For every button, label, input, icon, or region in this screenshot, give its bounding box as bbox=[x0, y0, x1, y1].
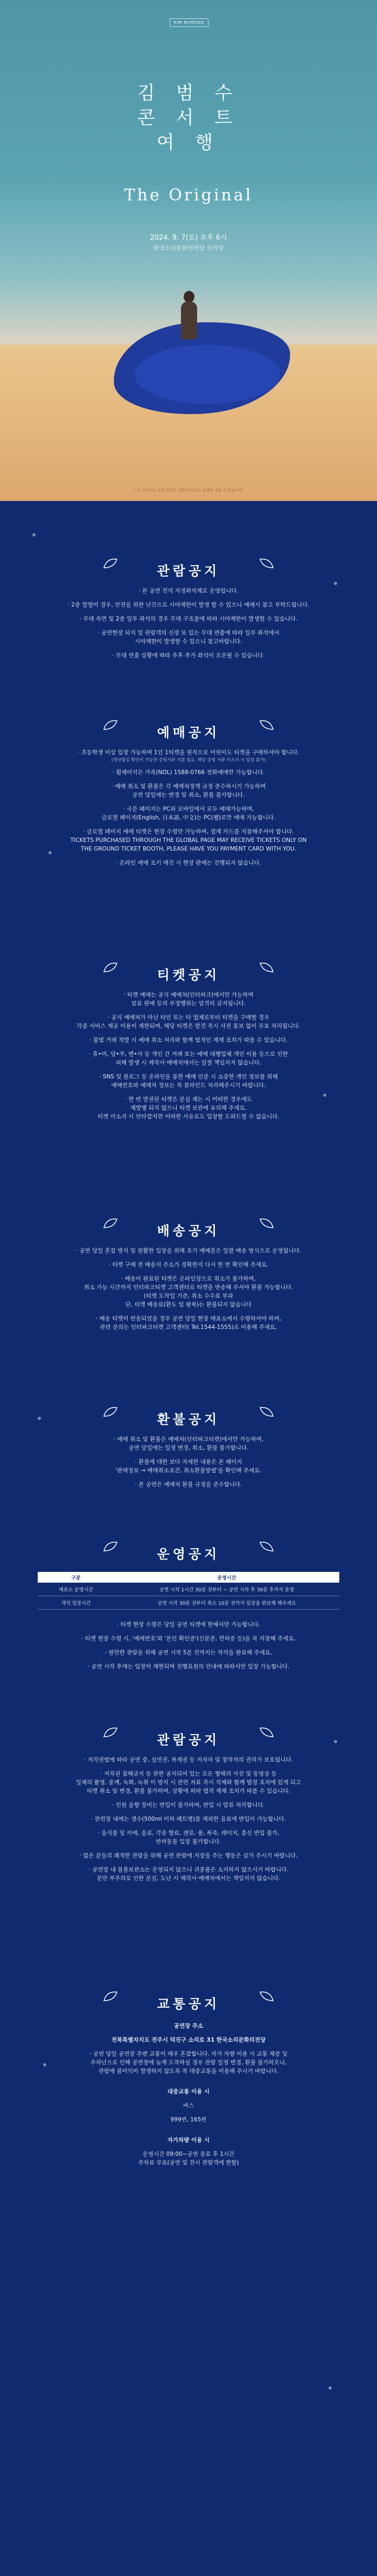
notice-line: · 티켓 예매는 공식 예매처(인터파크)에서만 가능하며 bbox=[123, 992, 254, 998]
notice-line: '판매정보 → 예매취소조건, 취소환불방법'을 확인해 주세요. bbox=[115, 1467, 262, 1474]
notice-line: TICKETS PURCHASED THROUGH THE GLOBAL PAGE MAY RECEIVE TICKETS ONLY ON bbox=[70, 837, 307, 844]
bus-label: 버스 bbox=[183, 2102, 194, 2109]
hero-title bbox=[0, 81, 377, 155]
car-fee: 주차료 무료(공연 및 전시 관람객에 한함) bbox=[138, 2160, 239, 2166]
section-title: 관람공지 bbox=[157, 1732, 220, 1747]
notice-line: 공연 당일에는 변경 및 취소, 환불 불가합니다. bbox=[132, 792, 245, 798]
notice-line: · 한 번 발권된 티켓은 분실 재는 시 어떠한 경우에도 bbox=[124, 1096, 253, 1103]
leaf-icon bbox=[102, 1540, 118, 1553]
section-title: 운영공지 bbox=[157, 1546, 220, 1562]
hero-title-line: 콘 서 트 bbox=[137, 107, 240, 129]
notice-line: 시야제한이 발생할 수 있으니 참고바랍니다. bbox=[135, 638, 242, 645]
notice-line: 글로벌 페이지(English, 日本語, 中文)는 PC(웹)로만 예매 가능합니다. bbox=[101, 814, 276, 821]
leaf-icon bbox=[259, 1540, 275, 1553]
notice-line: 재발행 되지 않으니 티켓 보관에 유의해 주세요. bbox=[130, 1105, 247, 1111]
notice-line: 피해 발생 시 제작사·예매처에서는 일절 책임지지 않습니다. bbox=[115, 1060, 262, 1066]
notice-subline: (생년월일 확인이 가능한 증빙서류 지참 필요. 해당 증빙 서류 미소지 시 입장 불가) bbox=[111, 757, 266, 762]
hero-venue: 한국소리문화의전당 모악당 bbox=[153, 245, 224, 252]
notice-line: · 공연 당일 공연장 주변 교통이 매우 혼잡합니다. 자가 차량 이용 시 교통 체증 및 bbox=[89, 2051, 288, 2057]
section-title: 예매공지 bbox=[157, 725, 220, 740]
notice-line: · 많은 분들의 쾌적한 관람을 위해 공연 관람에 지장을 주는 행동은 삼가 주시기 바랍니다. bbox=[79, 1853, 298, 1859]
notice-line: · 휴•미, 당•쿠, 벤•사 등 개인 간 거래 또는 예매 대행업체 개인 이용 등으로 인한 bbox=[89, 1051, 288, 1057]
notice-line: 분만 부주의로 인한 분실, 도난 시 제작사·예매처에서는 책임지지 않습니다. bbox=[96, 1875, 281, 1882]
notice-line: · 공연장 내 불볼보관소는 운영되지 않으니 귀중품은 소지하지 않으시기 바랍니다. bbox=[88, 1867, 289, 1873]
section-operation bbox=[0, 1543, 377, 1671]
leaf-icon bbox=[102, 1217, 118, 1230]
brand-logo: KIM BUMSOO bbox=[170, 18, 208, 27]
notice-line: · 티켓 현장 수령 시, '예매번호'와 '본인 확인증'(신분증, 면허증 등)을 꼭 지참해 주세요. bbox=[81, 1635, 296, 1642]
notice-line: · 저작권법에 따라 공연 중, 실연권, 복제권 등 저자자 및 창작자의 권리가 보호됩니다. bbox=[83, 1757, 294, 1763]
notice-line: 관련 문의는 인터파크티켓 고객센터( Tel.1544-1555)로 이용해 주세요. bbox=[100, 1324, 277, 1331]
notice-line: 단, 티켓 배송료(환도 및 왕복)는 환불되지 않습니다 bbox=[125, 1301, 252, 1308]
notice-line: · 국문 페이지는 PC와 모바일에서 모두 예매가능하며, bbox=[123, 806, 254, 812]
table-row bbox=[38, 1583, 339, 1596]
leaf-icon bbox=[259, 961, 275, 974]
section-booking bbox=[0, 722, 377, 867]
section-performance bbox=[0, 560, 377, 660]
notice-line: 티켓 미소지 시 안타깝지만 어떠한 사유로도 입장할 도와드릴 수 없습니다. bbox=[97, 1113, 280, 1120]
notice-line: 각종 서비스 제공 이용이 제한되며, 해당 티켓은 발견 즉시 사전 통보 없이 무효 처리됩니다. bbox=[76, 1023, 301, 1029]
table-header-row bbox=[38, 1572, 339, 1583]
hero-banner bbox=[0, 0, 377, 501]
table-cell: 매표소 운영시간 bbox=[38, 1583, 114, 1596]
leaf-icon bbox=[259, 1990, 275, 2003]
notice-line: · 티켓 구매 전 배송지 주소가 정확한지 다시 한 번 확인해 주세요. bbox=[108, 1262, 269, 1268]
notice-line: · 휠체어석은 가족(NOL) 1588-0766 전화예매만 가능합니다. bbox=[112, 769, 265, 776]
schedule-table bbox=[38, 1572, 339, 1610]
star-icon bbox=[329, 2386, 332, 2390]
notice-line: · 배송 티켓이 반송되었을 경우 공연 당일 현장 매표소에서 수령하셔야 하며, bbox=[95, 1315, 282, 1322]
notice-line: · 본 공연 전석 지정좌석제로 운영됩니다. bbox=[138, 588, 239, 594]
notice-line: 암표 판매 등의 부정행위는 엄격히 금지됩니다. bbox=[131, 1000, 246, 1007]
leaf-icon bbox=[102, 557, 118, 570]
notice-line: 공연 당일에는 일정 변경, 취소, 환불 불가합니다. bbox=[128, 1445, 249, 1451]
section-viewing bbox=[0, 1729, 377, 1883]
table-cell: 공연 시작 30분 전부터 취소 10분 전까지 입장을 완료해 해주세요 bbox=[114, 1596, 339, 1610]
notice-line: · 공연현장 되지 및 관람객의 신장 또 있는 무대 연출에 따라 일부 좌석에서 bbox=[97, 630, 280, 636]
notice-line: · 공식 예매처가 아닌 타인 또는 타 업체로부터 티켓을 구매할 경우 bbox=[107, 1014, 270, 1021]
notice-line: · 티켓 현장 수령은 당일 공연 티켓에 한해서만 가능합니다. bbox=[116, 1621, 261, 1628]
section-refund bbox=[0, 1409, 377, 1489]
notice-line: · 관련장 내에는 생수(500ml 이하 페트병)를 제외한 음료에 반입이 가능합니다. bbox=[90, 1816, 287, 1822]
car-label: 자가차량 이용 시 bbox=[167, 2137, 210, 2143]
section-transport bbox=[0, 1993, 377, 2167]
notice-line: 예매번호와 예매자 정보는 꼭 블라인드 처리해주시기 바랍니다. bbox=[111, 1082, 266, 1089]
hero-title-line: 김 범 수 bbox=[137, 82, 240, 104]
notice-line: 주차난으로 인해 공연장에 늦게 도착하실 경우 관람 일정 변경, 환불 불가하오니, bbox=[90, 2059, 287, 2066]
notice-line: · 공연 당일 혼잡 방지 및 원활한 입장을 위해 초기 예매분은 일괄 배송 방식으로 운영됩니다. bbox=[75, 1248, 302, 1254]
hero-date: 2024. 9. 7(토) 오후 6시 bbox=[150, 234, 227, 242]
address-label: 공연장 주소 bbox=[173, 2023, 204, 2029]
leaf-icon bbox=[259, 1217, 275, 1230]
leaf-icon bbox=[102, 1726, 118, 1739]
address-text: 전북특별자치도 전주시 덕진구 소리로 31 한국소리문화의전당 bbox=[111, 2037, 266, 2043]
section-delivery bbox=[0, 1220, 377, 1332]
table-header: 운영시간 bbox=[114, 1572, 339, 1583]
section-title: 환불공지 bbox=[157, 1411, 220, 1427]
notice-line: · 본 공연은 예매처 환불 규정을 준수합니다. bbox=[135, 1481, 242, 1488]
notice-line: · 저작권 침해금지 등 관한 공지되어 있는 모든 형태의 사진 및 동영상 등 bbox=[100, 1771, 277, 1777]
notice-line: · 불법 거래 적발 시 예매 취소 처리와 함께 법적인 제재 조치가 따를 수 있습니다. bbox=[89, 1037, 288, 1043]
notice-line: · 배송이 완료된 티켓은 온라인상으로 취소가 불가하며, bbox=[121, 1276, 256, 1282]
notice-line: THE GROUND TICKET BOOTH, PLEASE HAVE YOU PAYMENT CARD WITH YOU. bbox=[80, 846, 297, 852]
table-cell: 객석 입장시간 bbox=[38, 1596, 114, 1610]
car-hours: 운영시간 09:00~공연 종료 후 1시간 bbox=[142, 2151, 235, 2157]
leaf-icon bbox=[259, 1405, 275, 1418]
table-header: 구분 bbox=[38, 1572, 114, 1583]
notice-line: 취소 가능 시간까지 인터파크티켓 고객센터로 티켓을 반송해 주셔야 환불 가능합니다. bbox=[83, 1284, 294, 1291]
notice-line: · 공연 시작 후에는 입장이 제한되며 진행요원의 안내에 따라서만 입장 가능합니다. bbox=[87, 1663, 290, 1670]
notice-line: · 온라인 예매 조기 매진 시 현장 판매는 진행되지 않습니다. bbox=[115, 860, 261, 866]
notice-line: · 무대 측면 및 2층 일부 좌석의 경우 무대 구조물에 따라 시야제한이 발생할 수 있습니다. bbox=[79, 616, 298, 622]
notice-line: (티켓 도착일 기준, 취소 수수료 부과 bbox=[143, 1293, 234, 1299]
section-title: 교통공지 bbox=[157, 1996, 220, 2011]
leaf-icon bbox=[102, 961, 118, 974]
notice-line: 반려동물 입장 불가합니다. bbox=[156, 1839, 221, 1845]
leaf-icon bbox=[259, 1726, 275, 1739]
star-icon bbox=[32, 533, 36, 537]
leaf-icon bbox=[102, 719, 118, 732]
singer-figure bbox=[181, 302, 197, 339]
section-title: 배송공지 bbox=[157, 1223, 220, 1238]
hero-disclaimer: * 본 이미지는 공연 홍보를 위한 이미지로 실제와 다를 수 있습니다. bbox=[134, 488, 243, 492]
hero-subtitle: The Original bbox=[124, 186, 253, 205]
public-transport-label: 대중교통 이용 시 bbox=[167, 2088, 210, 2095]
notice-line: · 글로벌 페이지 예매 티켓은 현장 수령만 가능하며, 결제 카드를 지참해주셔야 합니다. bbox=[83, 829, 294, 835]
notice-line: · 음식물 및 카메, 음료, 각종 향료, 캔류, 풍, 폭죽, 레이저, 총신 반입 불가, bbox=[97, 1830, 280, 1836]
blue-brush-highlight bbox=[135, 345, 280, 404]
notice-line: · 원만한 관람을 위해 공연 시작 5분 전까지는 착석을 완료해 주세요. bbox=[104, 1649, 273, 1656]
hero-title-line: 여 행 bbox=[156, 132, 221, 154]
notice-line: · 무대 연출 상황에 따라 추후 추가 좌석이 오픈될 수 있습니다. bbox=[112, 652, 265, 659]
table-row bbox=[38, 1596, 339, 1610]
section-ticket bbox=[0, 964, 377, 1121]
notice-content bbox=[0, 501, 377, 2576]
notice-line: 일체의 촬영, 중계, 녹화, 녹취 이 방지 시 관련 자료 즉시 삭제와 함께 법정 조치에 있게 되고 bbox=[75, 1779, 302, 1786]
notice-line: 관람에 불이익이 발생하지 않도록 꼭 대중교통을 이용해 주시기 바랍니다. bbox=[98, 2068, 279, 2074]
notice-line: · 환불에 대한 보다 자세한 내용은 본 페이지 bbox=[135, 1459, 242, 1465]
section-title: 티켓공지 bbox=[157, 967, 220, 983]
leaf-icon bbox=[259, 719, 275, 732]
leaf-icon bbox=[102, 1405, 118, 1418]
singer-head bbox=[184, 291, 194, 303]
notice-line: · 예매 취소 및 환불은 각 예매처정책 규정 준수하시기 가능하며 bbox=[111, 783, 266, 790]
notice-line: 티켓 취소 및 변경, 환불 불가하며, 상황에 따라 법적 제재 조치가 따를 수 있습니다. bbox=[87, 1788, 290, 1794]
bus-lines: 999번, 165번 bbox=[170, 2117, 207, 2123]
notice-line: · 초등학생 이상 입장 가능하며 1인 1티켓을 원칙으로 어린이도 티켓을 구매하셔야 합니다. bbox=[78, 749, 299, 756]
leaf-icon bbox=[259, 557, 275, 570]
notice-line: · SNS 및 블로그 등 온라인을 통한 예매 인증 시 소중한 개인 정보를 위해 bbox=[99, 1074, 278, 1080]
notice-line: · 2층 발열이 경우, 안전을 위한 난간으로 시야제한이 발생 할 수 있으니 예매시 참고 부탁드립니다. bbox=[67, 602, 310, 608]
leaf-icon bbox=[102, 1990, 118, 2003]
section-title: 관람공지 bbox=[157, 563, 220, 579]
notice-line: · 인원 음향 장비는 반입이 불가하며, 반입 시 압류 처리합니다. bbox=[112, 1802, 265, 1808]
table-cell: 공연 시작 1시간 30분 전부터 ~ 공연 시작 후 30분 후까지 운영 bbox=[114, 1583, 339, 1596]
notice-line: · 예매 취소 및 환불은 예매처(인터파크티켓)에서만 가능하며, bbox=[113, 1436, 264, 1443]
